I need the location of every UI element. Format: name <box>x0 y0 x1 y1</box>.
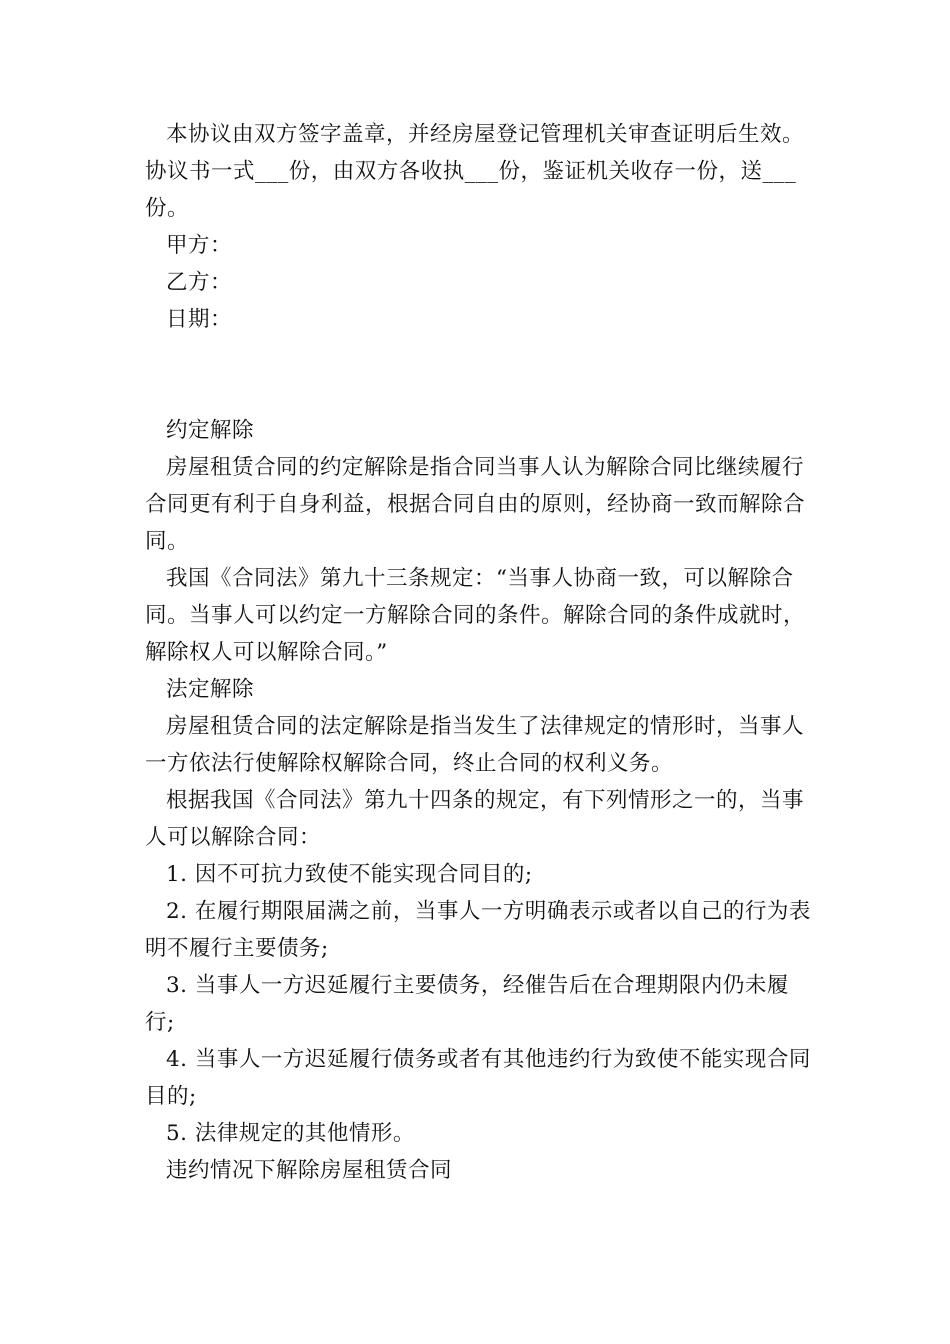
list-item: 3. 当事人一方迟延履行主要债务，经催告后在合理期限内仍未履行; <box>145 973 789 1035</box>
spacer <box>145 338 817 412</box>
section-title-statutory-termination: 法定解除 <box>166 677 255 702</box>
list-item: 1. 因不可抗力致使不能实现合同目的; <box>166 862 533 887</box>
list-item: 4. 当事人一方迟延履行债务或者有其他违约行为致使不能实现合同目的; <box>145 1047 811 1109</box>
party-b-label: 乙方： <box>166 270 233 295</box>
list-item: 5. 法律规定的其他情形。 <box>166 1121 415 1146</box>
section-title-breach-termination: 违约情况下解除房屋租赁合同 <box>166 1158 453 1183</box>
statutory-termination-paragraph: 房屋租赁合同的法定解除是指当发生了法律规定的情形时，当事人一方依法行使解除权解除合同，终止合同的权利义务。 <box>145 714 805 776</box>
agreed-termination-paragraph: 房屋租赁合同的约定解除是指合同当事人认为解除合同比继续履行合同更有利于自身利益，根据合同自由的原则，经协商一致而解除合同。 <box>145 455 806 554</box>
party-a-label: 甲方： <box>166 233 233 258</box>
article-93-paragraph: 我国《合同法》第九十三条规定：“当事人协商一致，可以解除合同。当事人可以约定一方解除合同的条件。解除合同的条件成就时，解除权人可以解除合同。” <box>145 566 806 665</box>
section-title-agreed-termination: 约定解除 <box>166 418 255 443</box>
date-label: 日期： <box>166 307 233 332</box>
article-94-paragraph: 根据我国《合同法》第九十四条的规定，有下列情形之一的，当事人可以解除合同： <box>145 788 805 850</box>
document-body <box>145 116 817 1189</box>
agreement-effect-paragraph: 本协议由双方签字盖章，并经房屋登记管理机关审查证明后生效。协议书一式___份，由双方各收执___份，鉴证机关收存一份，送___份。 <box>145 122 805 221</box>
list-item: 2. 在履行期限届满之前，当事人一方明确表示或者以自己的行为表明不履行主要债务; <box>145 899 811 961</box>
